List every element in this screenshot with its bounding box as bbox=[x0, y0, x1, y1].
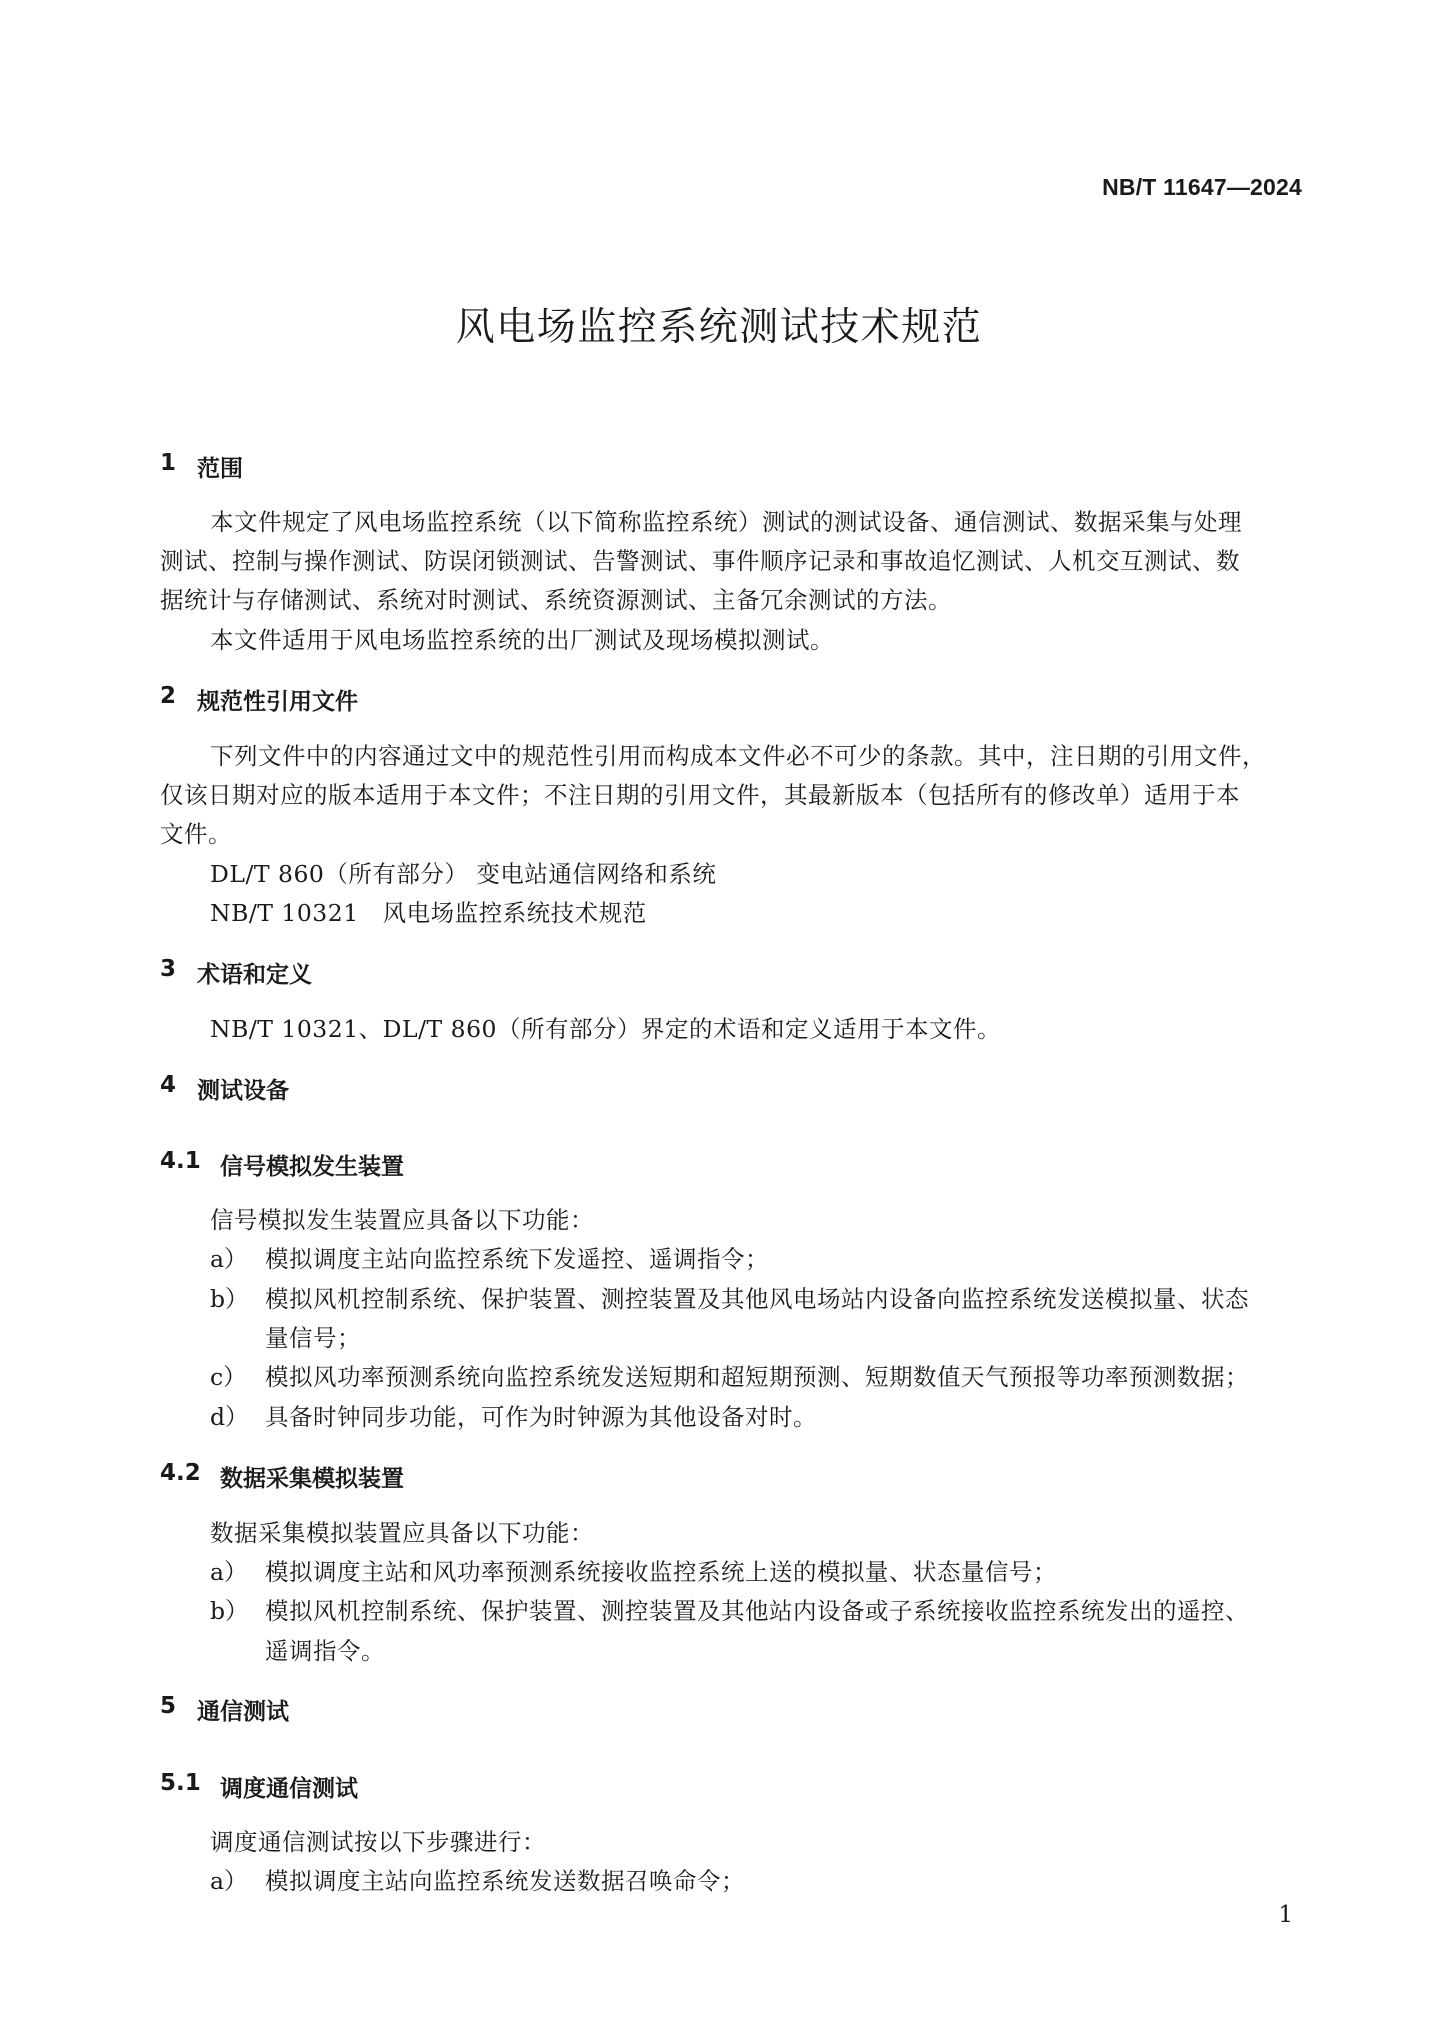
list-item: 模拟调度主站向监控系统下发遥控、遥调指令； bbox=[265, 1245, 769, 1273]
section-number: 5.1 bbox=[160, 1770, 201, 1796]
s2-para1-line3: 文件。 bbox=[160, 820, 232, 848]
section-number: 2 bbox=[160, 683, 177, 709]
s4-1-intro: 信号模拟发生装置应具备以下功能： bbox=[210, 1206, 594, 1234]
section-number: 5 bbox=[160, 1693, 177, 1719]
page-number: 1 bbox=[1278, 1902, 1293, 1928]
list-marker: a） bbox=[210, 1867, 248, 1895]
list-item: 模拟调度主站向监控系统发送数据召唤命令； bbox=[265, 1867, 745, 1895]
list-marker: d） bbox=[210, 1403, 249, 1431]
list-marker: a） bbox=[210, 1245, 248, 1273]
section-number: 3 bbox=[160, 956, 177, 982]
normative-reference-2: NB/T 10321 风电场监控系统技术规范 bbox=[210, 899, 647, 927]
list-item: 模拟风功率预测系统向监控系统发送短期和超短期预测、短期数值天气预报等功率预测数据； bbox=[265, 1363, 1249, 1391]
list-marker: b） bbox=[210, 1285, 249, 1313]
list-marker: a） bbox=[210, 1558, 248, 1586]
list-marker: b） bbox=[210, 1597, 249, 1625]
list-marker: c） bbox=[210, 1363, 247, 1391]
standard-number: NB/T 11647—2024 bbox=[1102, 174, 1302, 200]
list-item: 模拟风机控制系统、保护装置、测控装置及其他风电场站内设备向监控系统发送模拟量、状态 bbox=[265, 1285, 1249, 1313]
section-number: 4 bbox=[160, 1072, 177, 1098]
section-number: 4.2 bbox=[160, 1460, 201, 1486]
section-2-heading bbox=[160, 683, 358, 715]
section-title: 调度通信测试 bbox=[220, 1776, 358, 1802]
section-4-1-heading bbox=[160, 1148, 404, 1180]
section-title: 通信测试 bbox=[197, 1699, 289, 1725]
document-title: 风电场监控系统测试技术规范 bbox=[455, 305, 983, 350]
s2-para1-line2: 仅该日期对应的版本适用于本文件；不注日期的引用文件，其最新版本（包括所有的修改单）适用于本 bbox=[160, 781, 1240, 809]
section-5-1-heading bbox=[160, 1770, 358, 1802]
section-number: 4.1 bbox=[160, 1148, 201, 1174]
section-4-heading bbox=[160, 1072, 289, 1104]
section-number: 1 bbox=[160, 450, 177, 476]
section-title: 范围 bbox=[197, 456, 243, 482]
s1-para1-line3: 据统计与存储测试、系统对时测试、系统资源测试、主备冗余测试的方法。 bbox=[160, 586, 952, 614]
s3-para1: NB/T 10321、DL/T 860（所有部分）界定的术语和定义适用于本文件。 bbox=[210, 1015, 1002, 1043]
list-item: 模拟调度主站和风功率预测系统接收监控系统上送的模拟量、状态量信号； bbox=[265, 1558, 1057, 1586]
section-4-2-heading bbox=[160, 1460, 404, 1492]
section-title: 数据采集模拟装置 bbox=[220, 1466, 404, 1492]
s5-1-intro: 调度通信测试按以下步骤进行： bbox=[210, 1828, 546, 1856]
s1-para1-line1: 本文件规定了风电场监控系统（以下简称监控系统）测试的测试设备、通信测试、数据采集与处理 bbox=[210, 508, 1242, 536]
section-title: 信号模拟发生装置 bbox=[220, 1154, 404, 1180]
s2-para1-line1: 下列文件中的内容通过文中的规范性引用而构成本文件必不可少的条款。其中，注日期的引用文件， bbox=[210, 742, 1266, 770]
list-item-continuation: 量信号； bbox=[265, 1324, 361, 1352]
s4-2-intro: 数据采集模拟装置应具备以下功能： bbox=[210, 1519, 594, 1547]
list-item-continuation: 遥调指令。 bbox=[265, 1637, 385, 1665]
section-3-heading bbox=[160, 956, 312, 988]
section-title: 规范性引用文件 bbox=[197, 689, 358, 715]
s1-para2: 本文件适用于风电场监控系统的出厂测试及现场模拟测试。 bbox=[210, 626, 834, 654]
section-1-heading bbox=[160, 450, 243, 482]
normative-reference-1: DL/T 860（所有部分） 变电站通信网络和系统 bbox=[210, 860, 717, 888]
section-title: 测试设备 bbox=[197, 1078, 289, 1104]
list-item: 具备时钟同步功能，可作为时钟源为其他设备对时。 bbox=[265, 1403, 817, 1431]
section-title: 术语和定义 bbox=[197, 962, 312, 988]
list-item: 模拟风机控制系统、保护装置、测控装置及其他站内设备或子系统接收监控系统发出的遥控、 bbox=[265, 1597, 1249, 1625]
section-5-heading bbox=[160, 1693, 289, 1725]
s1-para1-line2: 测试、控制与操作测试、防误闭锁测试、告警测试、事件顺序记录和事故追忆测试、人机交互测试、数 bbox=[160, 547, 1240, 575]
